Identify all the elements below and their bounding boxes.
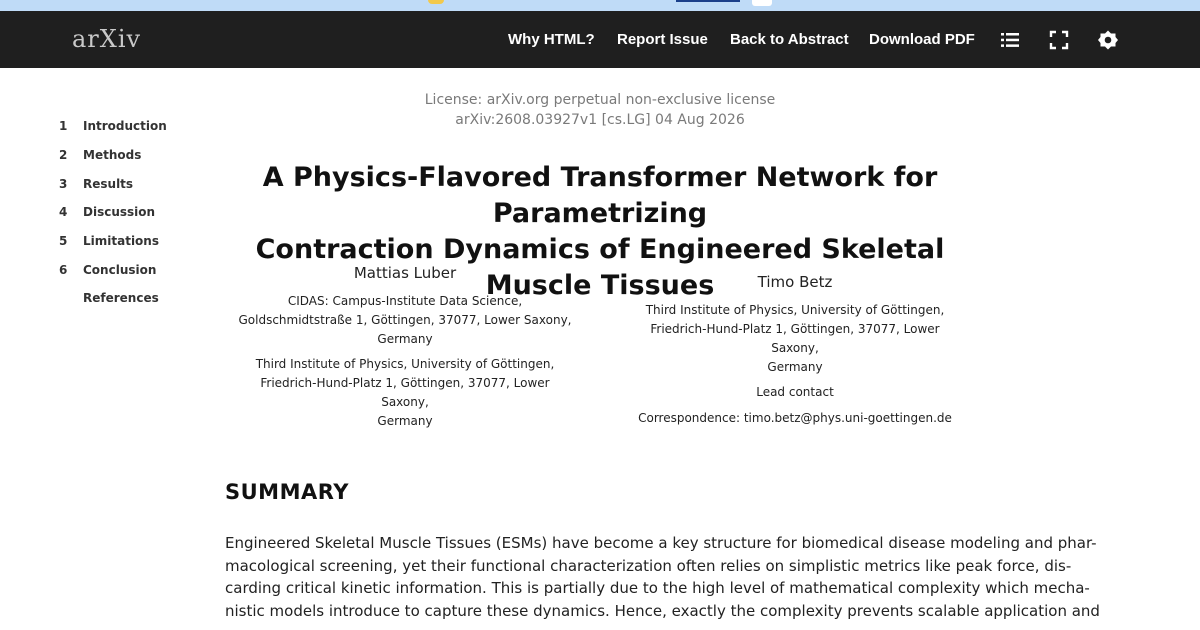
toc-label: Conclusion <box>83 262 157 277</box>
toc-item-limitations[interactable] <box>56 227 216 256</box>
browser-notification-strip <box>0 0 1200 11</box>
toc-item-conclusion[interactable] <box>56 255 216 284</box>
toc-label: References <box>83 291 159 306</box>
toc-item-results[interactable] <box>56 169 216 198</box>
fullscreen-icon[interactable] <box>1048 29 1070 51</box>
emoji-icon <box>428 0 444 4</box>
download-pdf-link[interactable]: Download PDF <box>869 31 975 48</box>
author-block <box>625 272 965 435</box>
author-block <box>235 263 575 437</box>
toc-label: Discussion <box>83 205 156 220</box>
summary-line: macological screening, yet their functional characterization often relies on simplistic metrics like peak force, dis- <box>225 556 1072 575</box>
title-line: Contraction Dynamics of Engineered Skeletal Muscle Tissues <box>255 234 945 301</box>
toc-label: Methods <box>83 148 142 163</box>
summary-line: Engineered Skeletal Muscle Tissues (ESMs) have become a key structure for biomedical disease modeling and phar- <box>225 534 1097 552</box>
correspondence-email: Correspondence: timo.betz@phys.uni-goettingen.de <box>638 411 952 425</box>
summary-line: carding critical kinetic information. This is partially due to the high level of mathematical complexity which mecha- <box>225 579 1090 597</box>
table-of-contents <box>56 112 216 313</box>
notification-link[interactable] <box>676 0 740 2</box>
lead-contact-note: Lead contact <box>756 385 834 399</box>
license-block <box>300 90 900 130</box>
author-affiliation: Third Institute of Physics, University of Göttingen, Friedrich-Hund-Platz 1, Göttingen, 37077, Lower Saxony, Germany <box>255 357 555 428</box>
toc-number: 1 <box>59 119 68 134</box>
toc-label: Limitations <box>83 234 159 249</box>
author-name: Timo Betz <box>757 273 833 291</box>
toc-number: 5 <box>59 234 68 249</box>
author-affiliation: CIDAS: Campus-Institute Data Science, Goldschmidtstraße 1, Göttingen, 37077, Lower Saxony, Germany <box>238 294 572 346</box>
toc-number: 2 <box>59 148 68 163</box>
why-html-link[interactable]: Why HTML? <box>508 31 595 48</box>
list-icon[interactable] <box>999 29 1021 51</box>
author-affiliation: Third Institute of Physics, University of Göttingen, Friedrich-Hund-Platz 1, Göttingen, 37077, Lower Saxony, Germany <box>645 303 945 374</box>
toc-label: Introduction <box>83 119 167 134</box>
arxiv-identifier: arXiv:2608.03927v1 [cs.LG] 04 Aug 2026 <box>455 112 745 128</box>
toc-number: 6 <box>59 262 68 277</box>
notification-close-button[interactable] <box>752 0 772 6</box>
title-line: A Physics-Flavored Transformer Network for Parametrizing <box>262 162 938 229</box>
author-name: Mattias Luber <box>353 264 457 282</box>
summary-paragraph <box>225 532 1100 622</box>
arxiv-logo[interactable]: arXiv <box>72 25 142 53</box>
toc-item-introduction[interactable] <box>56 112 216 141</box>
toc-item-methods[interactable] <box>56 141 216 170</box>
back-to-abstract-link[interactable]: Back to Abstract <box>730 31 849 48</box>
report-issue-link[interactable]: Report Issue <box>617 31 708 48</box>
license-text: License: arXiv.org perpetual non-exclusive license <box>424 92 776 108</box>
toc-item-references[interactable] <box>56 284 216 313</box>
summary-line: nistic models introduce to capture these dynamics. Hence, exactly the complexity prevents scalable application and <box>225 601 1100 620</box>
navbar <box>0 11 1200 68</box>
toc-item-discussion[interactable] <box>56 198 216 227</box>
toc-label: Results <box>83 176 134 191</box>
summary-heading: SUMMARY <box>225 480 349 504</box>
toc-number: 4 <box>59 205 68 220</box>
settings-icon[interactable] <box>1097 29 1119 51</box>
toc-number: 3 <box>59 176 68 191</box>
